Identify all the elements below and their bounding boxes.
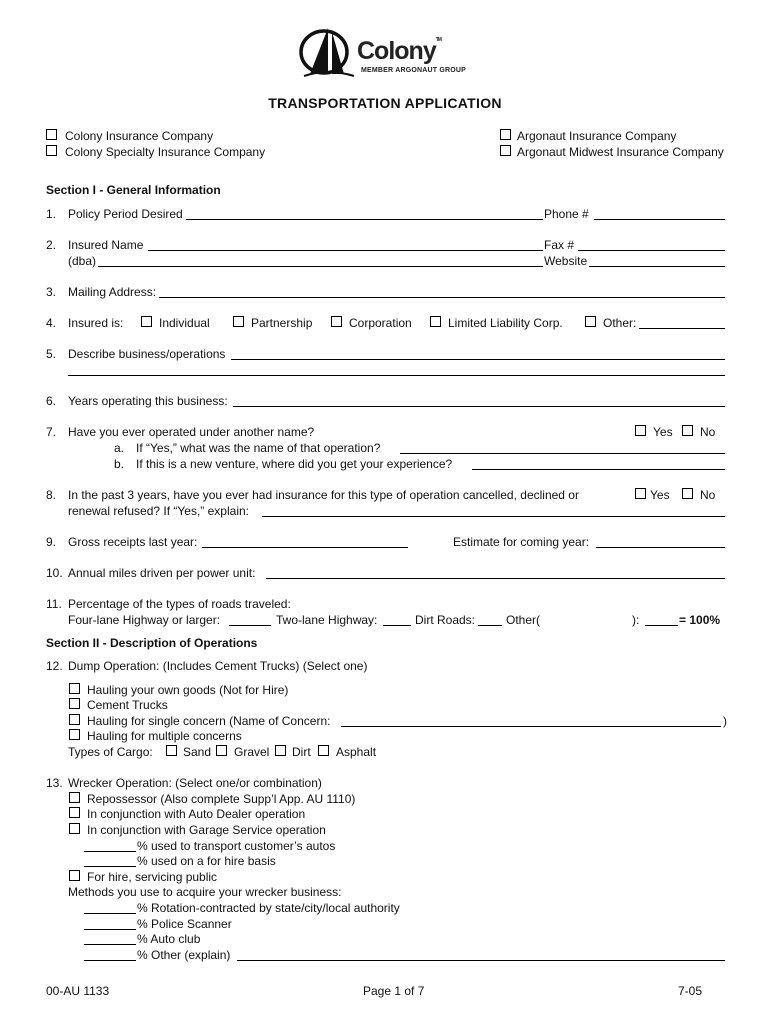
section-1-heading: Section I - General Information [46,183,221,197]
company-label-4: Argonaut Midwest Insurance Company [517,145,724,159]
q4-corporation-label: Corporation [349,316,412,330]
q7b-letter: b. [114,457,125,471]
q1-phone-field[interactable] [594,219,725,220]
q12-sand-label: Sand [183,745,212,759]
q2-dba-field[interactable] [98,266,543,267]
q13-for-hire-checkbox[interactable] [69,870,80,881]
q9-estimate-field[interactable] [596,547,725,548]
section-2-heading: Section II - Description of Operations [46,636,258,650]
q7a-label: If “Yes,” what was the name of that operation? [136,441,381,455]
q12-asphalt-label: Asphalt [336,745,377,759]
q5-field-line-1[interactable] [231,359,725,360]
q13-for-hire-label: For hire, servicing public [87,870,218,884]
q11-dirt-field[interactable] [478,625,502,626]
q4-other-checkbox[interactable] [585,316,596,327]
q4-llc-label: Limited Liability Corp. [448,316,563,330]
q3-number: 3. [46,285,57,299]
q11-two-lane-field[interactable] [383,625,411,626]
q6-label: Years operating this business: [68,394,228,408]
q12-gravel-label: Gravel [234,745,270,759]
q5-field-line-2[interactable] [68,375,725,376]
q13-other-label: % Other (explain) [137,948,231,962]
q1-policy-period-field[interactable] [186,219,543,220]
q12-multiple-concerns-label: Hauling for multiple concerns [87,729,242,743]
q12-cement-checkbox[interactable] [69,698,80,709]
q6-years-field[interactable] [233,406,725,407]
q8-no-checkbox[interactable] [682,488,693,499]
q13-repossessor-checkbox[interactable] [69,792,80,803]
q12-dirt-checkbox[interactable] [275,745,286,756]
q8-label-continued: renewal refused? If “Yes,” explain: [68,504,249,518]
footer-date: 7-05 [678,984,703,998]
q13-label: Wrecker Operation: (Select one/or combination) [68,776,322,790]
q9-number: 9. [46,535,57,549]
q8-explain-field[interactable] [262,516,725,517]
q11-four-lane-field[interactable] [229,625,271,626]
q13-auto-club-field[interactable] [84,944,136,945]
q12-concern-name-field[interactable] [341,726,721,727]
q4-other-field[interactable] [639,328,725,329]
q7a-field[interactable] [400,453,725,454]
logo-tagline: MEMBER ARGONAUT GROUP [361,67,467,74]
q12-own-goods-label: Hauling your own goods (Not for Hire) [87,683,289,697]
q13-hire-basis-label: % used on a for hire basis [137,854,276,868]
q7b-label: If this is a new venture, where did you get your experience? [136,457,453,471]
q13-auto-dealer-checkbox[interactable] [69,807,80,818]
q4-partnership-label: Partnership [251,316,313,330]
q7-number: 7. [46,425,57,439]
q9-estimate-label: Estimate for coming year: [453,535,590,549]
q13-methods-label: Methods you use to acquire your wrecker business: [68,885,342,899]
q2-insured-name-field[interactable] [148,250,543,251]
q11-four-lane-label: Four-lane Highway or larger: [68,613,221,627]
q2-dba-label: (dba) [68,254,97,268]
q9-gross-receipts-field[interactable] [202,547,408,548]
q1-label: Policy Period Desired [68,207,183,221]
company-label-3: Argonaut Insurance Company [517,129,677,143]
q13-scanner-label: % Police Scanner [137,917,232,931]
logo-wordmark: Colony™ [357,37,441,65]
company-checkbox-4[interactable] [500,145,511,156]
q13-other-pct-field[interactable] [84,960,136,961]
q13-customer-autos-label: % used to transport customer’s autos [137,839,336,853]
q12-label: Dump Operation: (Includes Cement Trucks) (Select one) [68,659,368,673]
q7-no-checkbox[interactable] [682,425,693,436]
q11-other-field[interactable] [645,625,678,626]
q7-yes-checkbox[interactable] [635,425,646,436]
q13-repossessor-label: Repossessor (Also complete Supp’l App. AU 1110) [87,792,356,806]
footer-form-number: 00-AU 1133 [46,984,110,998]
q10-label: Annual miles driven per power unit: [68,566,256,580]
q4-partnership-checkbox[interactable] [233,316,244,327]
q5-label: Describe business/operations [68,347,226,361]
q8-number: 8. [46,488,57,502]
q13-garage-checkbox[interactable] [69,823,80,834]
q12-gravel-checkbox[interactable] [216,745,227,756]
q8-no-label: No [700,488,716,502]
q11-label: Percentage of the types of roads traveled: [68,597,291,611]
q11-dirt-label: Dirt Roads: [415,613,476,627]
q13-auto-club-label: % Auto club [137,932,201,946]
q2-fax-label: Fax # [544,238,575,252]
q12-cement-label: Cement Trucks [87,698,168,712]
page-title: TRANSPORTATION APPLICATION [268,95,502,111]
q1-number: 1. [46,207,57,221]
q12-multiple-concerns-checkbox[interactable] [69,729,80,740]
q2-label: Insured Name [68,238,144,252]
q12-single-concern-checkbox[interactable] [69,714,80,725]
q13-auto-dealer-label: In conjunction with Auto Dealer operation [87,807,306,821]
q12-asphalt-checkbox[interactable] [318,745,329,756]
q7-yes-label: Yes [653,425,673,439]
q4-number: 4. [46,316,57,330]
q8-yes-checkbox[interactable] [635,488,646,499]
q2-number: 2. [46,238,57,252]
q12-own-goods-checkbox[interactable] [69,683,80,694]
q11-two-lane-label: Two-lane Highway: [276,613,378,627]
q12-concern-close: ) [723,714,727,728]
q11-total: = 100% [679,613,721,627]
q13-hire-basis-field[interactable] [84,866,136,867]
q4-other-label: Other: [603,316,637,330]
q12-sand-checkbox[interactable] [166,745,177,756]
q13-scanner-field[interactable] [84,929,136,930]
q4-label: Insured is: [68,316,124,330]
q13-customer-autos-field[interactable] [84,851,136,852]
q4-individual-checkbox[interactable] [141,316,152,327]
q10-miles-field[interactable] [266,578,725,579]
q8-label: In the past 3 years, have you ever had insurance for this type of operation cancelled, declined or [68,488,579,502]
q11-number: 11. [46,597,62,611]
q2-website-label: Website [544,254,588,268]
q6-number: 6. [46,394,57,408]
q10-number: 10. [46,566,63,580]
q12-number: 12. [46,659,63,673]
q4-individual-label: Individual [159,316,210,330]
q11-other-label: Other( [506,613,541,627]
q12-dirt-label: Dirt [292,745,311,759]
q7-label: Have you ever operated under another name? [68,425,315,439]
q9-label: Gross receipts last year: [68,535,198,549]
q5-number: 5. [46,347,57,361]
colony-logo-icon [298,24,362,80]
q8-yes-label: Yes [650,488,670,502]
q1-phone-label: Phone # [544,207,589,221]
q13-rotation-field[interactable] [84,913,136,914]
q4-corporation-checkbox[interactable] [331,316,342,327]
company-label-1: Colony Insurance Company [65,129,214,143]
q13-rotation-label: % Rotation-contracted by state/city/local authority [137,901,400,915]
q3-label: Mailing Address: [68,285,157,299]
q13-other-explain-field[interactable] [237,960,725,961]
q3-mailing-address-field[interactable] [159,297,725,298]
company-label-2: Colony Specialty Insurance Company [65,145,266,159]
q7-no-label: No [700,425,716,439]
q12-single-concern-label: Hauling for single concern (Name of Concern: [87,714,331,728]
q2-fax-field[interactable] [578,250,725,251]
q13-number: 13. [46,776,63,790]
q7a-letter: a. [114,441,125,455]
q13-garage-label: In conjunction with Garage Service operation [87,823,326,837]
q7b-field[interactable] [472,469,725,470]
company-checkbox-3[interactable] [500,129,511,140]
q12-cargo-label: Types of Cargo: [68,745,153,759]
footer-page-number: Page 1 of 7 [363,984,425,998]
q2-website-field[interactable] [589,266,725,267]
company-checkbox-2[interactable] [46,145,57,156]
q11-other-close: ): [632,613,640,627]
company-checkbox-1[interactable] [46,129,57,140]
q4-llc-checkbox[interactable] [430,316,441,327]
